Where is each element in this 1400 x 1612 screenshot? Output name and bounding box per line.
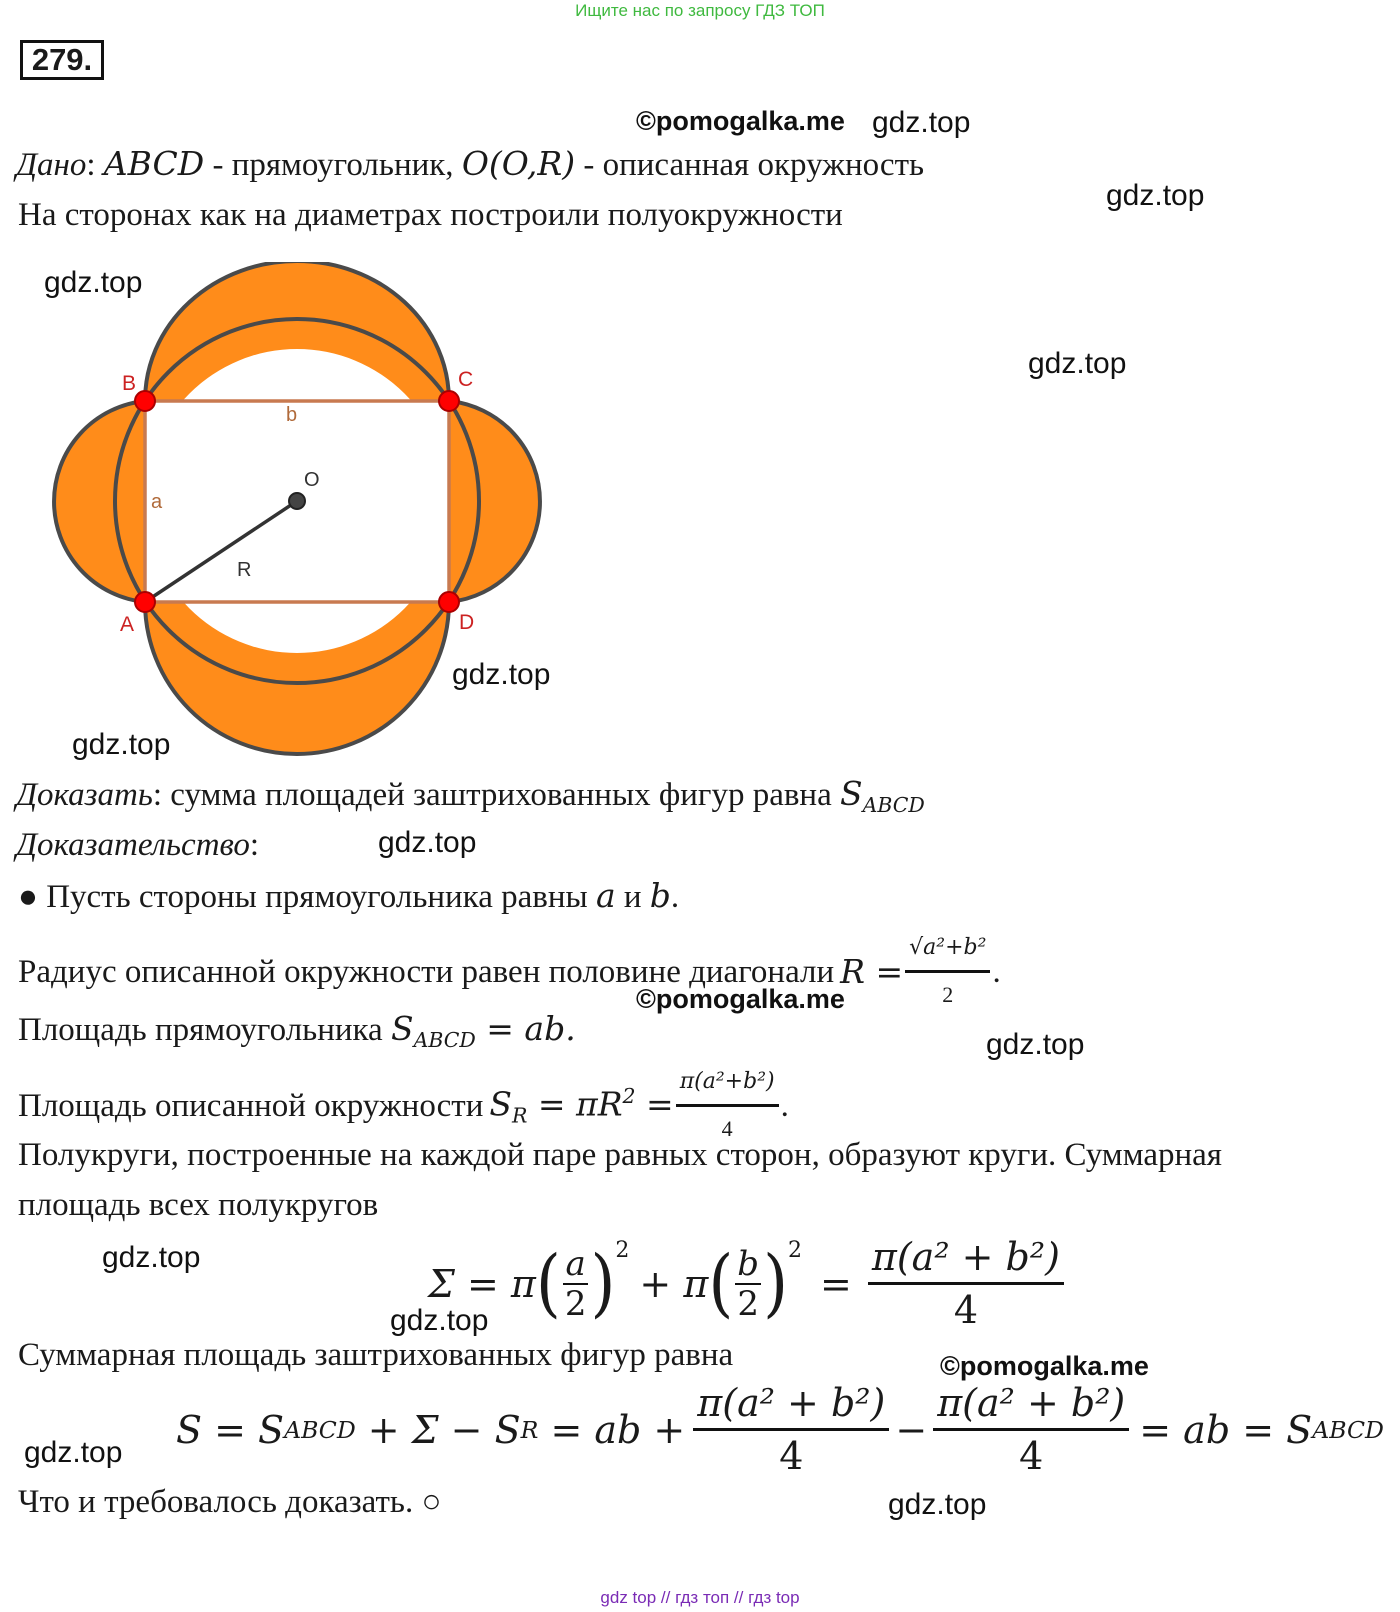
a-half-num: a (565, 1243, 586, 1284)
proof-heading (16, 825, 259, 865)
watermark-pomogalka: ©pomogalka.me (940, 1351, 1149, 1381)
circle-area-mid: = πR (527, 1084, 623, 1124)
conclusion: Что и требовалось доказать. ○ (18, 1484, 442, 1520)
a-half-fraction (563, 1245, 589, 1323)
watermark-gdz: gdz.top (1106, 179, 1205, 212)
circle-area-sub: R (511, 1103, 528, 1128)
given-label: Дано (16, 147, 87, 183)
circle-area-s: S (489, 1084, 512, 1124)
final-num-2: π(a² + b²) (933, 1380, 1129, 1431)
given-line: Дано: ABCD - прямоугольник, O(O,R) - описанная окружность (16, 144, 925, 183)
watermark-pomogalka: ©pomogalka.me (636, 106, 845, 136)
watermark-gdz: gdz.top (102, 1241, 201, 1274)
circle-area-line: Площадь описанной окружности $S_R = \pi R^2$ = $\frac{\text{π(a²+b²)}}{4}$ . (18, 1062, 789, 1149)
semicircles-line-1: Полукруги, построенные на каждой паре равных сторон, образуют круги. Суммарная (18, 1137, 1222, 1173)
radius-segment (145, 501, 297, 602)
final-lhs: S = S (176, 1407, 285, 1452)
let-line (18, 876, 679, 917)
lune-bottom (145, 602, 449, 754)
watermark-gdz: gdz.top (986, 1028, 1085, 1061)
label-radius: R (237, 559, 252, 581)
watermark-gdz: gdz.top (378, 826, 477, 859)
rect-area-sub: ABCD (413, 1028, 476, 1053)
b-half-num: b (737, 1243, 760, 1284)
prove-sub: ABCD (862, 793, 925, 818)
final-plus-sigma: + Σ − S (355, 1407, 521, 1452)
prove-line (16, 774, 925, 825)
sum-formula: Σ = π ( $\frac{a}{2}$ ) $^2$ + π ( $\frac{b}{2}$ ) $^2$ = $\frac{\text{π(a² + b²)}}{4}$ (428, 1234, 1066, 1333)
watermark-gdz: gdz.top (390, 1304, 489, 1337)
watermark-gdz: gdz.top (44, 266, 143, 299)
given-text-2: - описанная окружность (575, 147, 925, 183)
radius-den: 2 (942, 982, 954, 1007)
vertex-c-point (439, 391, 459, 411)
b-half-fraction (735, 1245, 761, 1323)
circle-area-sup: 2 (622, 1083, 636, 1108)
final-fraction-2 (933, 1380, 1129, 1479)
circle-area-eq: = (635, 1084, 674, 1124)
proof-colon: : (249, 827, 260, 863)
radius-fraction (905, 928, 990, 1015)
a-half-exp: 2 (615, 1238, 630, 1263)
label-a: A (120, 613, 135, 636)
prove-label: Доказать (16, 777, 153, 813)
final-result-sub: ABCD (1312, 1415, 1384, 1444)
label-side-a: a (151, 491, 163, 513)
rect-area-line (18, 1009, 576, 1060)
sum-result-den: 4 (953, 1288, 978, 1332)
proof-label: Доказательство (16, 827, 250, 863)
sum-result-fraction (868, 1234, 1064, 1333)
final-sr-sub: R (520, 1415, 539, 1444)
final-den-1: 4 (779, 1434, 804, 1478)
center-point (289, 493, 305, 509)
sum-result-num: π(a² + b²) (868, 1234, 1064, 1285)
rect-area-s: S (390, 1009, 414, 1048)
final-den-2: 4 (1019, 1434, 1044, 1478)
top-banner[interactable]: Ищите нас по запросу ГДЗ ТОП (575, 1, 825, 20)
var-a: a (595, 876, 616, 915)
vertex-d-point (439, 592, 459, 612)
radius-text: Радиус описанной окружности равен половине диагонали (18, 953, 835, 990)
circle-area-text: Площадь описанной окружности (18, 1087, 484, 1124)
sum-plus: + π (639, 1261, 709, 1306)
a-half-den: 2 (564, 1283, 587, 1324)
bullet: ● (18, 879, 38, 915)
circle-area-num: π(a²+b²) (676, 1062, 779, 1107)
sum-eq: = (820, 1261, 852, 1306)
given-line-2: На сторонах как на диаметрах построили полуокружности (18, 197, 843, 233)
lune-top (145, 262, 449, 401)
prove-text: : сумма площадей заштрихованных фигур равна (152, 777, 840, 813)
final-eq-ab: = ab + (538, 1407, 686, 1452)
prove-s: S (839, 774, 863, 813)
and-text: и (615, 879, 650, 915)
watermark-gdz: gdz.top (872, 106, 971, 139)
watermark-gdz: gdz.top (452, 658, 551, 691)
shaded-sum-text: Суммарная площадь заштрихованных фигур равна (18, 1337, 734, 1373)
geometry-figure (30, 262, 570, 772)
sum-sigma: Σ = π (428, 1261, 536, 1306)
task-number: 279. (20, 40, 104, 80)
watermark-gdz: gdz.top (888, 1488, 987, 1521)
given-text-1: - прямоугольник, (204, 147, 462, 183)
final-formula (176, 1380, 1384, 1479)
rect-area-text: Площадь прямоугольника (18, 1012, 391, 1048)
label-side-b: b (286, 404, 298, 426)
radius-lhs: R = (840, 951, 904, 991)
radius-line: Радиус описанной окружности равен половине диагонали R = $\frac{\text{√a²+b²}}{2}$ . (18, 928, 1001, 1015)
label-c: C (458, 368, 474, 391)
semicircles-line-2: площадь всех полукругов (18, 1187, 379, 1223)
watermark-gdz: gdz.top (72, 728, 171, 761)
radius-num: √a²+b² (905, 928, 990, 973)
watermark-pomogalka: ©pomogalka.me (636, 984, 845, 1014)
dot: . (670, 879, 680, 915)
rect-name: ABCD (103, 144, 205, 183)
footer-links[interactable]: gdz top // гдз топ // гдз top (600, 1588, 800, 1607)
final-result: = ab = S (1139, 1407, 1313, 1452)
var-b: b (649, 876, 671, 915)
label-o: O (304, 469, 320, 491)
final-lhs-sub: ABCD (284, 1415, 356, 1444)
vertex-b-point (135, 391, 155, 411)
b-half-exp: 2 (788, 1238, 803, 1263)
final-fraction-1 (693, 1380, 889, 1479)
watermark-gdz: gdz.top (24, 1436, 123, 1469)
let-text: Пусть стороны прямоугольника равны (37, 879, 596, 915)
label-d: D (459, 611, 475, 634)
label-b: B (122, 372, 137, 395)
final-num-1: π(a² + b²) (693, 1380, 889, 1431)
final-minus: − (895, 1407, 928, 1452)
rect-area-rhs: = ab. (475, 1009, 576, 1048)
b-half-den: 2 (737, 1283, 759, 1324)
circle-area-den: 4 (721, 1116, 733, 1141)
watermark-gdz: gdz.top (1028, 347, 1127, 380)
circle-name: O(O,R) (461, 144, 576, 183)
vertex-a-point (135, 592, 155, 612)
